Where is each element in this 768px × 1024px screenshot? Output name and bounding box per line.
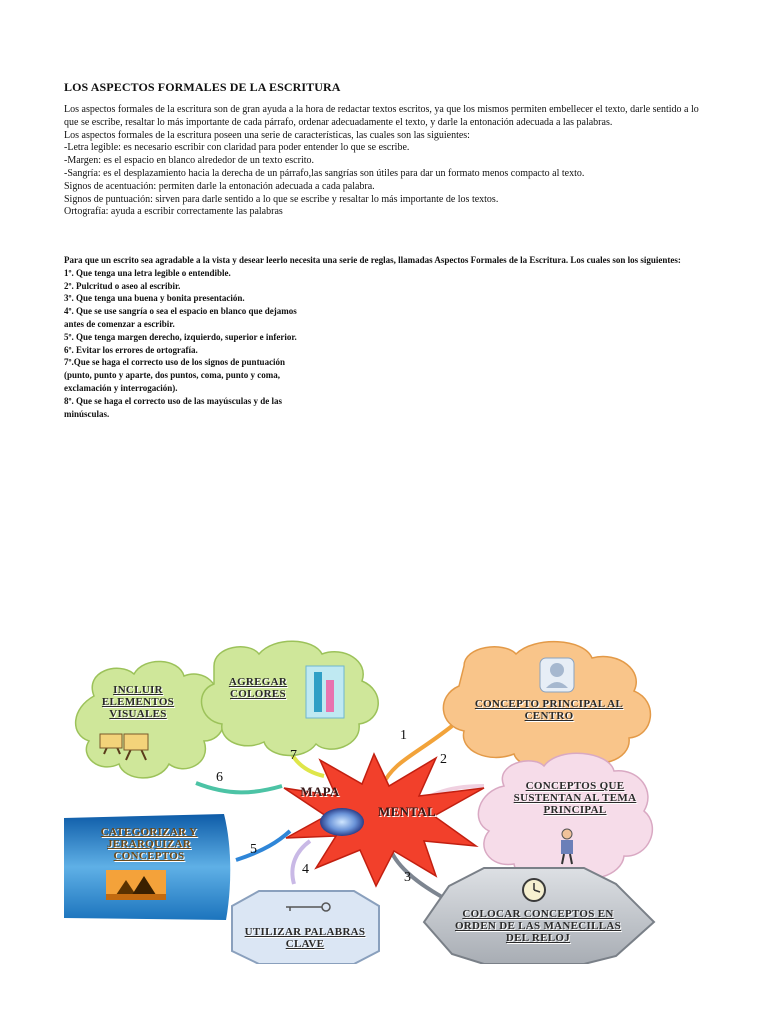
intro-paragraph: Signos de acentuación: permiten darle la entonación adecuada a cada palabra. xyxy=(64,180,375,192)
pyramids-icon xyxy=(106,870,166,900)
intro-paragraph: -Margen: es el espacio en blanco alrededor de un texto escrito. xyxy=(64,155,314,167)
node-label-2: CONCEPTOS QUE SUSTENTAN AL TEMA PRINCIPAL xyxy=(513,780,637,816)
node-number-6: 6 xyxy=(216,770,223,785)
cloud-node-2 xyxy=(478,753,652,881)
connector-5 xyxy=(236,831,290,860)
rule-item: 4º. Que se use sangría o sea el espacio en blanco que dejamos antes de comenzar a escribir. xyxy=(64,306,297,329)
node-label-3: COLOCAR CONCEPTOS EN ORDEN DE LAS MANECILLAS DEL RELOJ xyxy=(454,908,622,944)
rule-item: 7º.Que se haga el correcto uso de los signos de puntuación (punto, punto y aparte, dos puntos, coma, punto y coma, exclamación y interrogación). xyxy=(64,357,286,393)
center-label-mapa: MAPA xyxy=(300,784,340,799)
intro-paragraph: Signos de puntuación: sirven para darle sentido a lo que se escribe y resaltar lo más importante de los textos. xyxy=(64,193,499,205)
intro-text xyxy=(64,104,712,219)
connector-6 xyxy=(196,783,282,792)
node-number-1: 1 xyxy=(400,728,407,743)
intro-paragraph: -Sangría: es el desplazamiento hacia la derecha de un párrafo,las sangrías son útiles para dar un formato menos compacto al texto. xyxy=(64,167,585,179)
document-title: LOS ASPECTOS FORMALES DE LA ESCRITURA xyxy=(64,80,341,94)
intro-paragraph: Ortografía: ayuda a escribir correctamente las palabras xyxy=(64,206,283,218)
node-label-1: CONCEPTO PRINCIPAL AL CENTRO xyxy=(474,698,624,722)
intro-paragraph: Los aspectos formales de la escritura son de gran ayuda a la hora de redactar textos escritos, ya que los mismos permiten embellecer el texto, darle sentido a lo que se escribe, resaltar lo más importante de cada párrafo, ordenar adecuadamente el texto, y darle la entonación adecuada a las palabras. xyxy=(64,104,699,128)
node-label-5: CATEGORIZAR Y JERARQUIZAR CONCEPTOS xyxy=(100,826,198,862)
rule-item: 5º. Que tenga margen derecho, izquierdo, superior e inferior. xyxy=(64,331,297,342)
intro-paragraph: Los aspectos formales de la escritura poseen una serie de características, las cuales son las siguientes: xyxy=(64,129,470,141)
center-label-mental: MENTAL xyxy=(378,804,436,819)
brain-icon xyxy=(320,808,364,836)
clock-icon xyxy=(523,879,545,901)
rule-item: 3º. Que tenga una buena y bonita presentación. xyxy=(64,293,245,304)
node-label-6: INCLUIR ELEMENTOS VISUALES xyxy=(101,684,175,720)
rules-intro: Para que un escrito sea agradable a la vista y desear leerlo necesita una serie de reglas, llamadas Aspectos Formales de la Escritura. Los cuales son los siguientes: xyxy=(64,255,681,265)
node-label-4: UTILIZAR PALABRAS CLAVE xyxy=(244,926,366,950)
rule-item: 6º. Evitar los errores de ortografía. xyxy=(64,344,198,355)
rule-item: 2º. Pulcritud o aseo al escribir. xyxy=(64,280,181,291)
intro-paragraph: -Letra legible: es necesario escribir con claridad para poder entender lo que se escribe. xyxy=(64,142,410,154)
rule-item: 8º. Que se haga el correcto uso de las mayúsculas y de las minúsculas. xyxy=(64,395,283,419)
node-label-7: AGREGAR COLORES xyxy=(228,676,288,700)
node-number-2: 2 xyxy=(440,752,447,767)
node-number-3: 3 xyxy=(404,870,411,885)
rules-list xyxy=(64,254,704,420)
node-number-4: 4 xyxy=(302,862,309,877)
mind-map-figure xyxy=(64,636,660,964)
rule-item: 1º. Que tenga una letra legible o entendible. xyxy=(64,267,231,278)
node-number-7: 7 xyxy=(290,748,297,763)
node-number-5: 5 xyxy=(250,842,257,857)
